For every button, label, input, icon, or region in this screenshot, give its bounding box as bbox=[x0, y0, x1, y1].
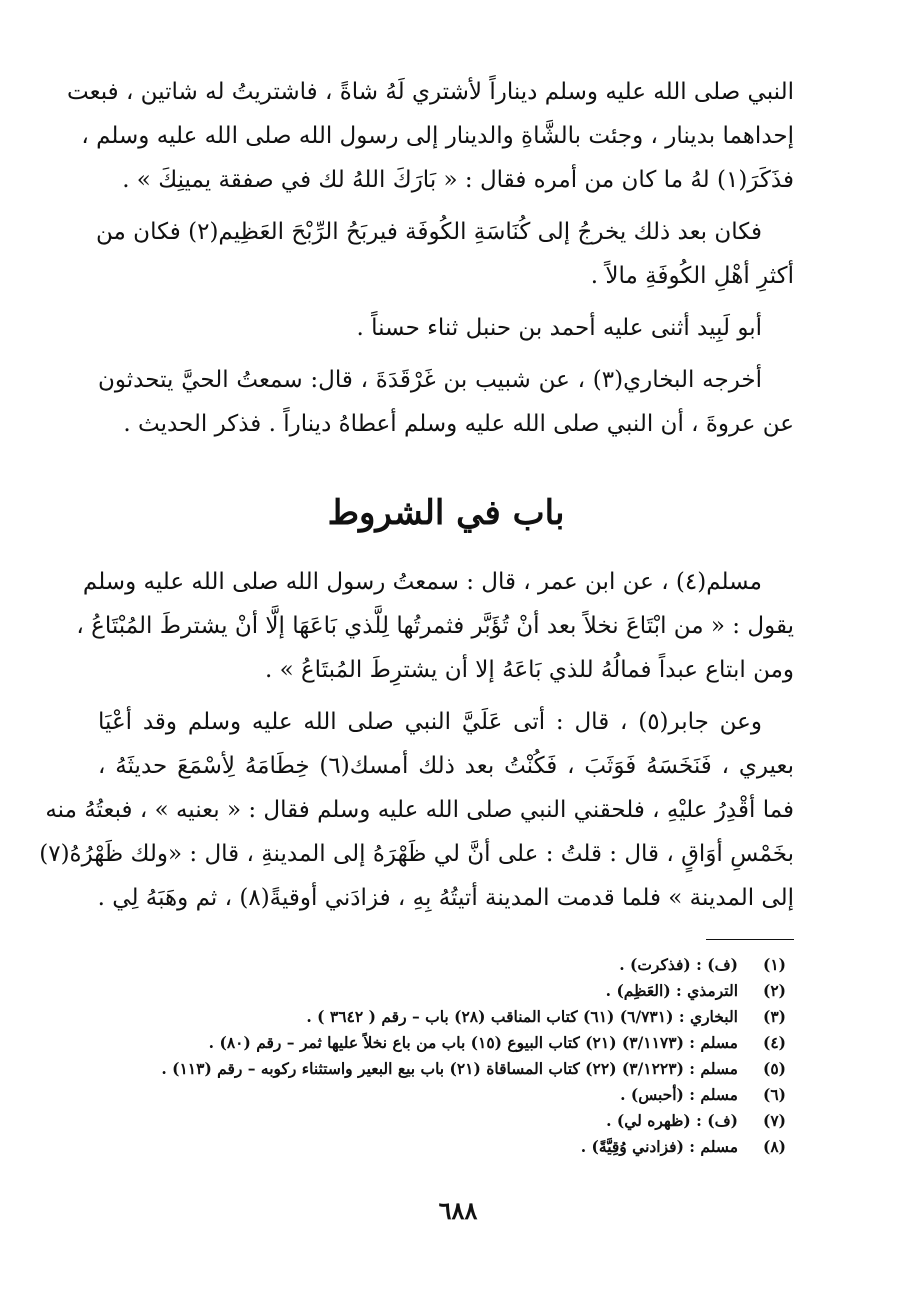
footnote-number: (٨) bbox=[762, 1137, 786, 1156]
body-text-top bbox=[67, 70, 794, 454]
paragraph-5 bbox=[76, 560, 794, 692]
footnote-text: البخاري : (٦/٧٣١) (٦١) كتاب المناقب (٢٨) باب – رقم ( ٣٦٤٢ ) . bbox=[306, 1007, 738, 1026]
body-text-section bbox=[39, 560, 794, 928]
footnote-separator bbox=[706, 939, 794, 940]
footnote-number: (٥) bbox=[762, 1059, 786, 1078]
text-line: بعيري ، فَنَخَسَهُ فَوَثَبَ ، فَكُنْتُ بعد ذلك أمسك(٦) خِطَامَهُ لِأسْمَعَ حديثَهُ ، bbox=[98, 753, 794, 779]
text-line: يقول : « من ابْتَاعَ نخلاً بعد أنْ تُؤَبَّر فثمرتُها لِلَّذي بَاعَهَا إلَّا أنْ يشترطَ المُبْتَاعُ ، bbox=[76, 613, 794, 639]
footnote-number: (٢) bbox=[762, 981, 786, 1000]
text-line: فكان بعد ذلك يخرجُ إلى كُنَاسَةِ الكُوفَة فيربَحُ الرِّبْحَ العَظِيم(٢) فكان من bbox=[96, 219, 762, 245]
footnote-number: (٦) bbox=[762, 1085, 786, 1104]
footnotes bbox=[98, 952, 786, 1160]
text-line: وعن جابر(٥) ، قال : أتى عَلَيَّ النبي صلى الله عليه وسلم وقد أعْيَا bbox=[98, 709, 762, 735]
paragraph-3 bbox=[98, 306, 794, 350]
footnote-text: الترمذي : (العَظِم) . bbox=[605, 981, 738, 1000]
footnote bbox=[98, 1056, 786, 1082]
text-line: أكثرِ أهْلِ الكُوفَةِ مالاً . bbox=[590, 263, 794, 289]
section-heading: باب في الشروط bbox=[327, 493, 565, 533]
text-line: النبي صلى الله عليه وسلم ديناراً لأشتري لَهُ شاةً ، فاشتريتُ له شاتين ، فبعت bbox=[67, 79, 794, 105]
footnote bbox=[98, 1108, 786, 1134]
footnote-text: (ف) : (فذكرت) . bbox=[619, 955, 738, 974]
footnote-number: (٣) bbox=[762, 1007, 786, 1026]
text-line: فما أقْدِرُ عليْهِ ، فلحقني النبي صلى الله عليه وسلم فقال : « بعنيه » ، فبعتُهُ منه bbox=[45, 797, 794, 823]
text-line: فذَكَرَ(١) لهُ ما كان من أمره فقال : « بَارَكَ اللهُ لك في صفقة يمينِكَ » . bbox=[122, 167, 794, 193]
footnote-number: (٧) bbox=[762, 1111, 786, 1130]
footnote bbox=[98, 1004, 786, 1030]
footnote-number: (٤) bbox=[762, 1033, 786, 1052]
text-line: أخرجه البخاري(٣) ، عن شبيب بن غَرْقَدَةَ ، قال: سمعتُ الحيَّ يتحدثون bbox=[98, 367, 762, 393]
footnote bbox=[98, 1030, 786, 1056]
footnote-number: (١) bbox=[762, 955, 786, 974]
text-line: ومن ابتاع عبداً فمالُهُ للذي بَاعَهُ إلا أن يشترِطَ المُبتَاعُ » . bbox=[264, 657, 794, 683]
paragraph-1 bbox=[67, 70, 794, 202]
footnote-text: مسلم : (أحبس) . bbox=[620, 1085, 738, 1104]
footnote-text: مسلم : (فزادني وُقِيَّةً) . bbox=[580, 1137, 738, 1156]
footnote bbox=[98, 952, 786, 978]
text-line: مسلم(٤) ، عن ابن عمر ، قال : سمعتُ رسول الله صلى الله عليه وسلم bbox=[82, 569, 762, 595]
paragraph-4 bbox=[98, 358, 794, 446]
footnote-text: (ف) : (ظهره لي) . bbox=[606, 1111, 738, 1130]
paragraph-2 bbox=[98, 210, 794, 298]
footnote bbox=[98, 978, 786, 1004]
text-line: إحداهما بدينار ، وجئت بالشَّاةِ والدينار إلى رسول الله صلى الله عليه وسلم ، bbox=[81, 123, 794, 149]
text-line: إلى المدينة » فلما قدمت المدينة أتيتُهُ بِهِ ، فزادَني أوقيةً(٨) ، ثم وهَبَهُ لِي . bbox=[97, 885, 794, 911]
footnote bbox=[98, 1134, 786, 1160]
page-number: ٦٨٨ bbox=[438, 1196, 478, 1225]
text-line: بخَمْسِ أوَاقٍ ، قال : قلتُ : على أنَّ لي ظَهْرَهُ إلى المدينةِ ، قال : «ولك ظَهْرُهُ(٧) bbox=[39, 841, 794, 867]
paragraph-6 bbox=[39, 700, 794, 920]
text-line: أبو لَبِيد أثنى عليه أحمد بن حنبل ثناء حسناً . bbox=[356, 315, 762, 341]
footnote-text: مسلم : (٣/١٢٢٣) (٢٢) كتاب المساقاة (٢١) باب بيع البعير واستثناء ركوبه – رقم (١١٣) . bbox=[161, 1059, 738, 1078]
footnote bbox=[98, 1082, 786, 1108]
footnote-text: مسلم : (٣/١١٧٣) (٢١) كتاب البيوع (١٥) باب من باع نخلاً عليها ثمر – رقم (٨٠) . bbox=[208, 1033, 738, 1052]
text-line: عن عروةَ ، أن النبي صلى الله عليه وسلم أعطاهُ ديناراً . فذكر الحديث . bbox=[123, 411, 794, 437]
